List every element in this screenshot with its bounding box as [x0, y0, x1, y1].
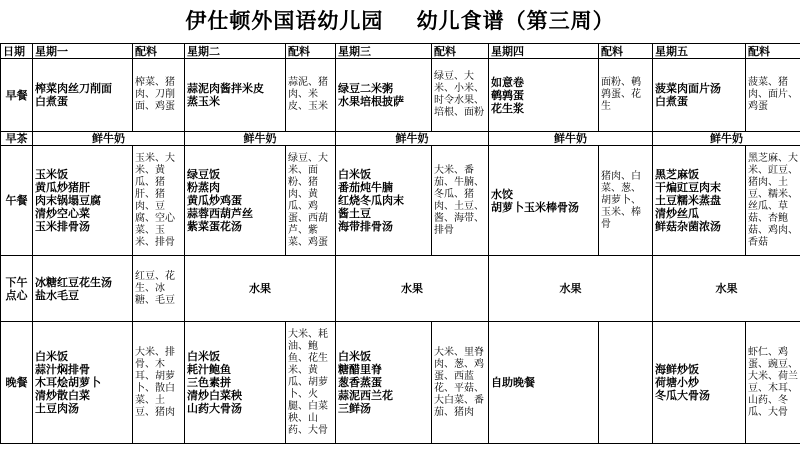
dish-item: 玉米饭 [35, 168, 68, 181]
dish-cell [489, 59, 599, 132]
dish-item: 白米饭 [338, 350, 371, 363]
dish-item: 白米饭 [338, 168, 371, 181]
header-thursday: 星期四 [489, 44, 599, 59]
header-ingredients: 配料 [133, 44, 185, 59]
ingredients-text: 蒜泥、猪肉、米皮、玉米 [288, 77, 328, 112]
ingredients-cell [133, 256, 185, 322]
snack-row [1, 256, 800, 322]
dish-item: 水饺 [491, 187, 513, 201]
dish-cell [336, 59, 432, 132]
dish-item: 蒜汁焖排骨 [35, 363, 90, 376]
morning-tea-item: 鲜牛奶 [489, 132, 653, 146]
snack-item: 水果 [336, 256, 489, 322]
ingredients-text: 大米、排骨、木耳、胡萝卜、散白菜、土豆、猪肉 [135, 346, 175, 418]
header-friday: 星期五 [653, 44, 746, 59]
header-tuesday: 星期二 [185, 44, 286, 59]
ingredients-text: 玉米、大米、黄瓜、猪肝、猪肉、豆腐、空心菜、玉米、排骨 [135, 152, 175, 248]
dish-item: 盐水毛豆 [35, 288, 79, 302]
dish-item: 耗汁鲍鱼 [187, 363, 231, 376]
ingredients-cell [746, 146, 800, 256]
dish-item: 清炒白菜秧 [187, 389, 242, 402]
ingredients-text: 大米、里脊肉、葱、鸡蛋、西蓝花、平菇、大白菜、番茄、猪肉 [434, 346, 484, 418]
dish-item: 蒜蓉西葫芦丝 [187, 207, 253, 220]
header-wednesday: 星期三 [336, 44, 432, 59]
dish-item: 土豆肉汤 [35, 402, 79, 415]
header-monday: 星期一 [33, 44, 133, 59]
header-ingredients: 配料 [746, 44, 800, 59]
dish-item: 酱土豆 [338, 207, 371, 220]
dish-cell [489, 322, 599, 444]
dish-item: 干煸豇豆肉末 [655, 181, 721, 194]
dish-item: 花生浆 [491, 101, 524, 115]
dish-cell [33, 256, 133, 322]
ingredients-cell [432, 59, 489, 132]
dish-item: 白米饭 [187, 350, 220, 363]
meal-label-breakfast: 早餐 [1, 59, 33, 132]
ingredients-cell [599, 59, 653, 132]
header-ingredients: 配料 [599, 44, 653, 59]
dish-item: 土豆糯米蒸盘 [655, 194, 721, 207]
dish-cell [33, 146, 133, 256]
dish-item: 糖醋里脊 [338, 363, 382, 376]
header-date: 日期 [1, 44, 33, 59]
ingredients-cell [746, 59, 800, 132]
meal-label-text: 下午点心 [5, 275, 28, 302]
dish-cell [33, 322, 133, 444]
dish-item: 海鲜炒饭 [655, 363, 699, 376]
snack-item: 水果 [653, 256, 800, 322]
dish-item: 葱香蒸蛋 [338, 376, 382, 389]
ingredients-cell [746, 322, 800, 444]
meal-label-dinner: 晚餐 [1, 322, 33, 444]
dish-item: 三鲜汤 [338, 402, 371, 415]
ingredients-text: 大米、番茄、牛腩、冬瓜、猪肉、土豆、酱、海带、排骨 [434, 164, 484, 236]
morning-tea-item: 鲜牛奶 [653, 132, 800, 146]
snack-item: 水果 [489, 256, 653, 322]
dish-item: 荷塘小炒 [655, 376, 699, 389]
dish-cell [33, 59, 133, 132]
morning-tea-item: 鲜牛奶 [185, 132, 336, 146]
dish-item: 菠菜肉面片汤 [655, 82, 721, 95]
dish-item: 紫菜蛋花汤 [187, 220, 242, 233]
dish-item: 玉米排骨汤 [35, 220, 90, 233]
morning-tea-row [1, 132, 800, 146]
dish-item: 海带排骨汤 [338, 220, 393, 233]
dish-item: 白米饭 [35, 350, 68, 363]
dish-item: 黑芝麻饭 [655, 168, 699, 181]
ingredients-cell [286, 322, 336, 444]
meal-label-morning-tea: 早茶 [1, 132, 33, 146]
dish-item: 自助晚餐 [491, 376, 535, 389]
ingredients-cell [286, 59, 336, 132]
morning-tea-item: 鲜牛奶 [336, 132, 489, 146]
dish-item: 水果培根披萨 [338, 95, 404, 108]
dish-item: 三色素拼 [187, 376, 231, 389]
breakfast-row [1, 59, 800, 132]
ingredients-text: 绿豆、大米、小米、时令水果、培根、面粉 [434, 71, 484, 118]
header-ingredients: 配料 [432, 44, 489, 59]
header-row [1, 44, 800, 59]
header-ingredients: 配料 [286, 44, 336, 59]
dish-item: 黄瓜炒鸡蛋 [187, 194, 242, 207]
ingredients-cell [599, 322, 653, 444]
ingredients-text: 榨菜、猪肉、刀削面、鸡蛋 [135, 77, 175, 112]
dish-item: 红烧冬瓜肉末 [338, 194, 404, 207]
dish-item: 冬瓜大骨汤 [655, 389, 710, 402]
dish-item: 绿豆二米粥 [338, 82, 393, 95]
dish-cell [336, 322, 432, 444]
meal-label-lunch: 午餐 [1, 146, 33, 256]
ingredients-text: 猪肉、白菜、葱、胡萝卜、玉米、棒骨 [601, 170, 641, 230]
dish-item: 清炒丝瓜 [655, 207, 699, 220]
dish-cell [336, 146, 432, 256]
dish-cell [653, 59, 746, 132]
dish-cell [185, 146, 286, 256]
ingredients-cell [286, 146, 336, 256]
snack-item: 水果 [185, 256, 336, 322]
meal-label-snack [1, 256, 33, 322]
dish-item: 黄瓜炒猪肝 [35, 181, 90, 194]
ingredients-cell [599, 146, 653, 256]
dish-item: 粉蒸肉 [187, 181, 220, 194]
morning-tea-item: 鲜牛奶 [33, 132, 185, 146]
dish-item: 榨菜肉丝刀削面 [35, 82, 112, 95]
dish-cell [185, 59, 286, 132]
dish-item: 肉末锅塌豆腐 [35, 194, 101, 207]
ingredients-cell [432, 322, 489, 444]
dish-item: 清炒空心菜 [35, 207, 90, 220]
dish-item: 鲜菇杂菌浓汤 [655, 220, 721, 233]
dish-item: 蒸玉米 [187, 95, 220, 108]
dish-item: 山药大骨汤 [187, 402, 242, 415]
lunch-row [1, 146, 800, 256]
ingredients-text: 面粉、鹌鹑蛋、花生 [601, 77, 641, 112]
dish-item: 番茄炖牛腩 [338, 181, 393, 194]
dish-cell [489, 146, 599, 256]
ingredients-text: 黑芝麻、大米、豇豆、猪肉、土豆、糯米、丝瓜、草菇、杏鲍菇、鸡肉、香菇 [748, 152, 798, 248]
ingredients-cell [432, 146, 489, 256]
dish-item: 蒜泥西兰花 [338, 389, 393, 402]
dish-item: 木耳烩胡萝卜 [35, 376, 101, 389]
menu-table [0, 43, 800, 444]
ingredients-text: 大米、耗油、鲍鱼、花生米、黄瓜、胡萝卜、火腿、白菜秧、山药、大骨 [288, 328, 328, 436]
ingredients-cell [133, 59, 185, 132]
ingredients-cell [133, 322, 185, 444]
dish-cell [653, 322, 746, 444]
ingredients-text: 绿豆、大米、面粉、猪肉、黄瓜、鸡蛋、西葫芦、紫菜、鸡蛋 [288, 152, 328, 248]
dish-item: 白煮蛋 [655, 95, 688, 108]
dish-item: 蒜泥肉酱拌米皮 [187, 82, 264, 95]
dish-cell [653, 146, 746, 256]
ingredients-text: 红豆、花生、冰糖、毛豆 [135, 270, 175, 306]
dish-item: 冰糖红豆花生汤 [35, 275, 112, 289]
ingredients-text: 菠菜、猪肉、面片、鸡蛋 [748, 77, 798, 112]
dish-cell [185, 322, 286, 444]
dinner-row [1, 322, 800, 444]
dish-item: 如意卷 [491, 75, 524, 89]
page-title: 伊仕顿外国语幼儿园 幼儿食谱（第三周） [185, 8, 615, 33]
ingredients-text: 虾仁、鸡蛋、豌豆、大米、荷兰豆、木耳、山药、冬瓜、大骨 [748, 346, 798, 418]
ingredients-cell [133, 146, 185, 256]
dish-item: 鹌鹑蛋 [491, 88, 524, 102]
dish-item: 白煮蛋 [35, 95, 68, 108]
dish-item: 胡萝卜玉米棒骨汤 [491, 200, 579, 214]
dish-item: 清炒散白菜 [35, 389, 90, 402]
dish-item: 绿豆饭 [187, 168, 220, 181]
